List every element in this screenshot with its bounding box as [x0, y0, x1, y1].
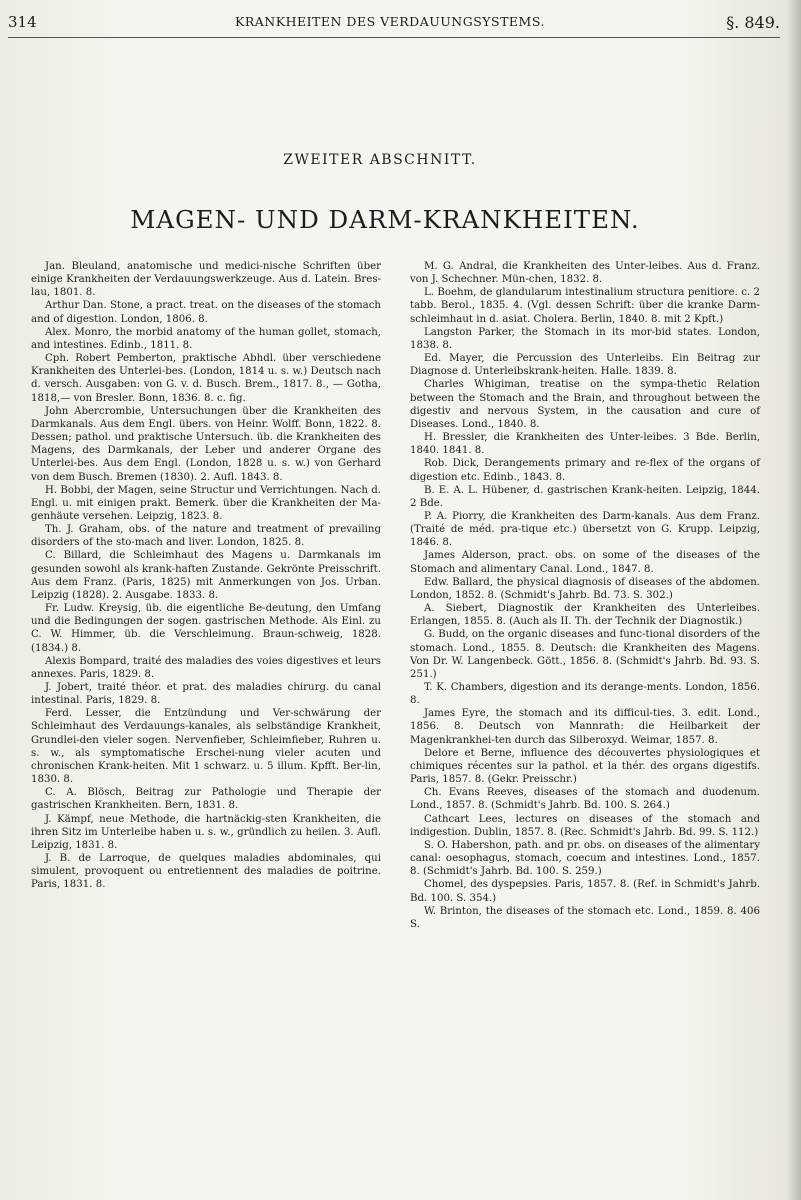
page-number: 314 — [8, 13, 37, 31]
running-title: KRANKHEITEN DES VERDAUUNGSYSTEMS. — [235, 14, 545, 29]
bibliography-entry: Ch. Evans Reeves, diseases of the stomach and duodenum. Lond., 1857. 8. (Schmidt's Jahrb. Bd. 100. S. 264.) — [410, 787, 760, 812]
bibliography-entry: John Abercrombie, Untersuchungen über die Krankheiten des Darmkanals. Aus dem Engl. übers. von Heinr. Wolff. Bonn, 1822. 8. Dessen; pathol. und praktische Untersuch. üb. die Krankheiten des Magens, des Darmkanals, der Leber und anderer Organe des Unterlei-bes. Aus dem Engl. (London, 1828 u. s. w.) von Gerhard von dem Busch. Bremen (1830). 2. Aufl. 1843. 8. — [31, 405, 381, 483]
bibliography-entry: Arthur Dan. Stone, a pract. treat. on the diseases of the stomach and of digestion. London, 1806. 8. — [31, 300, 381, 325]
bibliography-entry: T. K. Chambers, digestion and its derange-ments. London, 1856. 8. — [410, 682, 760, 707]
bibliography-entry: Rob. Dick, Derangements primary and re-flex of the organs of digestion etc. Edinb., 1843. 8. — [410, 458, 760, 483]
bibliography-entry: Ed. Mayer, die Percussion des Unterleibs. Ein Beitrag zur Diagnose d. Unterleibskrank-heiten. Halle. 1839. 8. — [410, 353, 760, 378]
bibliography-entry: Ferd. Lesser, die Entzündung und Ver-schwärung der Schleimhaut des Verdauungs-kanales, als selbständige Krankheit, Grundlei-den vieler sogen. Nervenfieber, Schleimfieber, Ruhren u. s. w., als symptomatische Erschei-nung vieler acuten und chronischen Krank-heiten. Mit 1 schwarz. u. 5 illum. Kpfft. Ber-lin, 1830. 8. — [31, 708, 381, 786]
bibliography-entry: Chomel, des dyspepsies. Paris, 1857. 8. (Ref. in Schmidt's Jahrb. Bd. 100. S. 354.) — [410, 879, 760, 904]
bibliography-entry: Th. J. Graham, obs. of the nature and treatment of prevailing disorders of the sto-mach and liver. London, 1825. 8. — [31, 524, 381, 549]
bibliography-entry: S. O. Habershon, path. and pr. obs. on diseases of the alimentary canal: oesophagus, stomach, coecum and intestines. Lond., 1857. 8. (Schmidt's Jahrb. Bd. 100. S. 259.) — [410, 839, 760, 878]
header-rule — [8, 37, 780, 38]
section-heading: ZWEITER ABSCHNITT. — [283, 152, 477, 168]
bibliography-entry: P. A. Piorry, die Krankheiten des Darm-kanals. Aus dem Franz. (Traité de méd. pra-tique etc.) übersetzt von G. Krupp. Leipzig, 1846. 8. — [410, 510, 760, 549]
bibliography-entry: H. Bobbi, der Magen, seine Structur und Verrichtungen. Nach d. Engl. u. mit einigen prakt. Bemerk. über die Krankheiten der Ma-genhäute versehen. Leipzig, 1823. 8. — [31, 484, 381, 522]
bibliography-entry: Delore et Berne, influence des découvertes physiologiques et chimiques récentes sur la pathol. et la thér. des organs digestifs. Paris, 1857. 8. (Gekr. Preisschr.) — [410, 747, 760, 786]
page-header — [0, 13, 780, 33]
left-column — [31, 260, 381, 892]
bibliography-entry: Fr. Ludw. Kreysig, üb. die eigentliche Be-deutung, den Umfang und die Bedingungen der sogen. gastrischen Methode. Als Einl. zu C. W. Himmer, üb. die Verschleimung. Braun-schweig, 1828. (1834.) 8. — [31, 603, 381, 654]
bibliography-entry: Alex. Monro, the morbid anatomy of the human gollet, stomach, and intestines. Edinb., 1811. 8. — [31, 326, 381, 351]
bibliography-entry: W. Brinton, the diseases of the stomach etc. Lond., 1859. 8. 406 S. — [410, 905, 760, 930]
bibliography-entry: Langston Parker, the Stomach in its mor-bid states. London, 1838. 8. — [410, 326, 760, 351]
chapter-heading: MAGEN- UND DARM-KRANKHEITEN. — [130, 205, 640, 234]
bibliography-entry: M. G. Andral, die Krankheiten des Unter-leibes. Aus d. Franz. von J. Schechner. Mün-chen, 1832. 8. — [410, 261, 760, 286]
right-column — [410, 260, 760, 931]
bibliography-entry: L. Boehm, de glandularum intestinalium structura penitiore. c. 2 tabb. Berol., 1835. 4. (Vgl. dessen Schrift: über die kranke Darm-schleimhaut in d. asiat. Cholera. Berlin, 1840. 8. mit 2 Kpft.) — [410, 287, 760, 325]
bibliography-entry: J. Jobert, traité théor. et prat. des maladies chirurg. du canal intestinal. Paris, 1829. 8. — [31, 682, 381, 707]
bibliography-entry: Jan. Bleuland, anatomische und medici-nische Schriften über einige Krankheiten der Verdauungswerkzeuge. Aus d. Latein. Bres-lau, 1801. 8. — [31, 261, 381, 299]
bibliography-entry: Alexis Bompard, traité des maladies des voies digestives et leurs annexes. Paris, 1829. 8. — [31, 655, 381, 680]
bibliography-entry: Edw. Ballard, the physical diagnosis of diseases of the abdomen. London, 1852. 8. (Schmidt's Jahrb. Bd. 73. S. 302.) — [410, 576, 760, 601]
bibliography-entry: B. E. A. L. Hübener, d. gastrischen Krank-heiten. Leipzig, 1844. 2 Bde. — [410, 484, 760, 509]
bibliography-entry: C. A. Blösch, Beitrag zur Pathologie und Therapie der gastrischen Krankheiten. Bern, 1831. 8. — [31, 787, 381, 812]
section-number: §. 849. — [726, 13, 780, 32]
bibliography-entry: C. Billard, die Schleimhaut des Magens u. Darmkanals im gesunden sowohl als krank-haften Zustande. Gekrönte Preisschrift. Aus dem Franz. (Paris, 1825) mit Anmerkungen von Jos. Urban. Leipzig (1828). 2. Ausgabe. 1833. 8. — [31, 550, 381, 601]
bibliography-entry: J. B. de Larroque, de quelques maladies abdominales, qui simulent, provoquent ou entretiennent des maladies de poitrine. Paris, 1831. 8. — [31, 853, 381, 891]
bibliography-entry: Cph. Robert Pemberton, praktische Abhdl. über verschiedene Krankheiten des Unterlei-bes. (London, 1814 u. s. w.) Deutsch nach d. versch. Ausgaben: von G. v. d. Busch. Brem., 1817. 8., — Gotha, 1818,— von Bresler. Bonn, 1836. 8. c. fig. — [31, 353, 381, 404]
bibliography-entry: H. Bressler, die Krankheiten des Unter-leibes. 3 Bde. Berlin, 1840. 1841. 8. — [410, 432, 760, 457]
bibliography-entry: James Alderson, pract. obs. on some of the diseases of the Stomach and alimentary Canal. Lond., 1847. 8. — [410, 550, 760, 575]
bibliography-entry: James Eyre, the stomach and its difficul-ties. 3. edit. Lond., 1856. 8. Deutsch von Mannrath: die Heilbarkeit der Magenkrankhei-ten durch das Silberoxyd. Weimar, 1857. 8. — [410, 708, 760, 746]
bibliography-entry: A. Siebert, Diagnostik der Krankheiten des Unterleibes. Erlangen, 1855. 8. (Auch als II. Th. der Technik der Diagnostik.) — [410, 603, 760, 628]
bibliography-entry: G. Budd, on the organic diseases and func-tional disorders of the stomach. Lond., 1855. 8. Deutsch: die Krankheiten des Magens. Von Dr. W. Langenbeck. Gött., 1856. 8. (Schmidt's Jahrb. Bd. 93. S. 251.) — [410, 629, 760, 680]
bibliography-entry: Charles Whigiman, treatise on the sympa-thetic Relation between the Stomach and the Brain, and throughout between the digestiv and nervous System, in the causation and cure of Diseases. Lond., 1840. 8. — [410, 379, 760, 430]
page-edge-shadow — [787, 0, 801, 1200]
bibliography-entry: J. Kämpf, neue Methode, die hartnäckig-sten Krankheiten, die ihren Sitz im Unterleibe haben u. s. w., gründlich zu heilen. 3. Aufl. Leipzig, 1831. 8. — [31, 813, 381, 851]
bibliography-entry: Cathcart Lees, lectures on diseases of the stomach and indigestion. Dublin, 1857. 8. (Rec. Schmidt's Jahrb. Bd. 99. S. 112.) — [410, 813, 760, 838]
